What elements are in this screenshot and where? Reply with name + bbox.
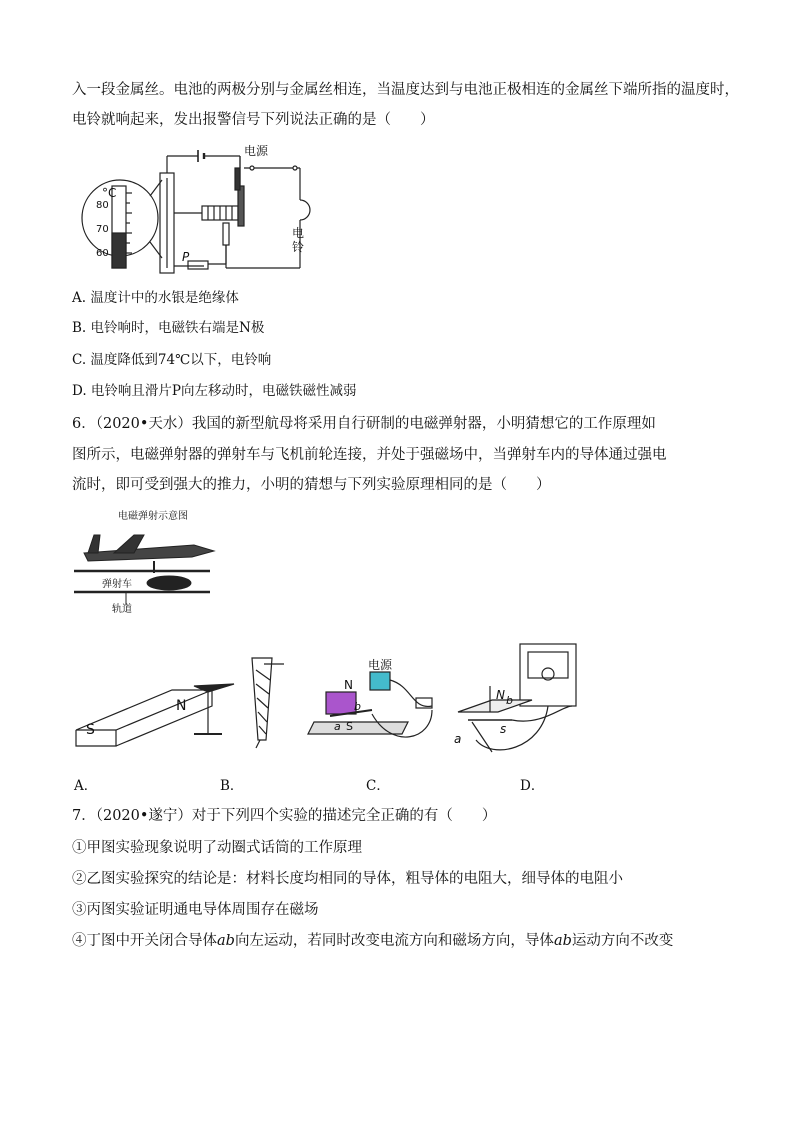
q5-option-d: D. 电铃响且滑片P向左移动时，电磁铁磁性减弱 xyxy=(72,383,357,399)
horseshoe-magnet xyxy=(326,692,356,714)
q5-option-c: C. 温度降低到74℃以下，电铃响 xyxy=(72,352,272,368)
q7-title: 7．（2020•遂宁）对于下列四个实验的描述完全正确的有（ ） xyxy=(72,808,497,824)
jet-fuselage xyxy=(84,545,214,561)
choice-c-a: a xyxy=(334,720,341,733)
slider-label: P xyxy=(182,250,190,264)
choice-d-n: N xyxy=(496,688,505,702)
q6-catapult-figure xyxy=(74,505,224,617)
armature xyxy=(238,186,244,226)
scale-70: 70 xyxy=(96,224,109,235)
power-supply xyxy=(370,672,390,690)
q6-choice-label-d: D． xyxy=(520,778,545,794)
choice-d-a: a xyxy=(454,732,462,746)
catapult-caption: 电磁弹射示意图 xyxy=(118,511,188,522)
base-board xyxy=(308,722,408,734)
choice-c-s: S xyxy=(346,720,353,733)
catapult-car-label: 弹射车 xyxy=(102,579,132,590)
q5-text-line-1: 入一段金属丝。电池的两极分别与金属丝相连，当温度达到与电池正极相连的金属丝下端所指的温度时， xyxy=(72,82,739,98)
q6-choice-label-a: A． xyxy=(74,778,98,794)
q7-item-4-post: 运动方向不改变 xyxy=(571,933,674,949)
q7-item-4-ab-1: ab xyxy=(217,933,235,949)
choice-d-b: b xyxy=(506,694,513,707)
q5-circuit-figure xyxy=(80,138,320,280)
bar-magnet-top xyxy=(76,690,212,730)
q6-text-line-2: 图所示，电磁弹射器的弹射车与飞机前轮连接，并处于强磁场中，当弹射车内的导体通过强电 xyxy=(72,447,667,463)
catapult-car xyxy=(147,576,191,590)
choice-c-power: 电源 xyxy=(368,658,393,672)
scale-80: 80 xyxy=(96,200,109,211)
q6-text-line-3: 流时，即可受到强大的推力，小明的猜想与下列实验原理相同的是（ ） xyxy=(72,477,551,493)
q5-circuit-diagram xyxy=(80,138,320,280)
rheostat xyxy=(188,261,208,269)
choice-a-s-pole: S xyxy=(86,722,95,738)
spring xyxy=(235,168,240,190)
q5-text-line-2: 电铃就响起来，发出报警信号下列说法正确的是（ ） xyxy=(72,112,435,128)
q7-item-3: ③丙图实验证明通电导体周围存在磁场 xyxy=(72,902,319,918)
q6-choices-figure xyxy=(72,630,592,760)
q5-option-b: B. 电铃响时，电磁铁右端是N极 xyxy=(72,320,265,336)
power-label: 电源 xyxy=(244,144,269,158)
choice-c-b: b xyxy=(354,700,361,713)
q7-item-2: ②乙图实验探究的结论是：材料长度均相同的导体，粗导体的电阻大，细导体的电阻小 xyxy=(72,871,623,887)
choice-d-s: s xyxy=(500,722,507,736)
track-label: 轨道 xyxy=(112,604,132,615)
q6-choice-label-c: C． xyxy=(366,778,390,794)
q5-option-a: A. 温度计中的水银是绝缘体 xyxy=(72,290,239,306)
q7-item-4-pre: ④丁图中开关闭合导体 xyxy=(72,933,217,949)
q6-text-line-1: 6．（2020•天水）我国的新型航母将采用自行研制的电磁弹射器，小明猜想它的工作原理如 xyxy=(72,416,656,432)
compass-needle xyxy=(194,684,234,692)
contact xyxy=(223,223,229,245)
choice-a-n-pole: N xyxy=(176,698,187,714)
bell-label-1: 电 xyxy=(292,226,305,240)
q7-item-4 xyxy=(72,931,673,951)
choices-diagram xyxy=(72,630,592,760)
q7-item-4-ab-2: ab xyxy=(553,933,572,949)
q7-item-4-mid: 向左运动，若同时改变电流方向和磁场方向，导体 xyxy=(234,933,554,949)
scale-unit: °C xyxy=(102,186,117,200)
bell-icon xyxy=(300,200,310,220)
bell-label-2: 铃 xyxy=(292,240,305,254)
scale-60: 60 xyxy=(96,248,109,259)
q6-choice-label-b: B． xyxy=(220,778,244,794)
iron-core xyxy=(252,658,272,740)
q7-item-1: ①甲图实验现象说明了动圈式话筒的工作原理 xyxy=(72,840,362,856)
choice-c-n: N xyxy=(344,678,353,692)
mercury-column xyxy=(112,233,126,268)
